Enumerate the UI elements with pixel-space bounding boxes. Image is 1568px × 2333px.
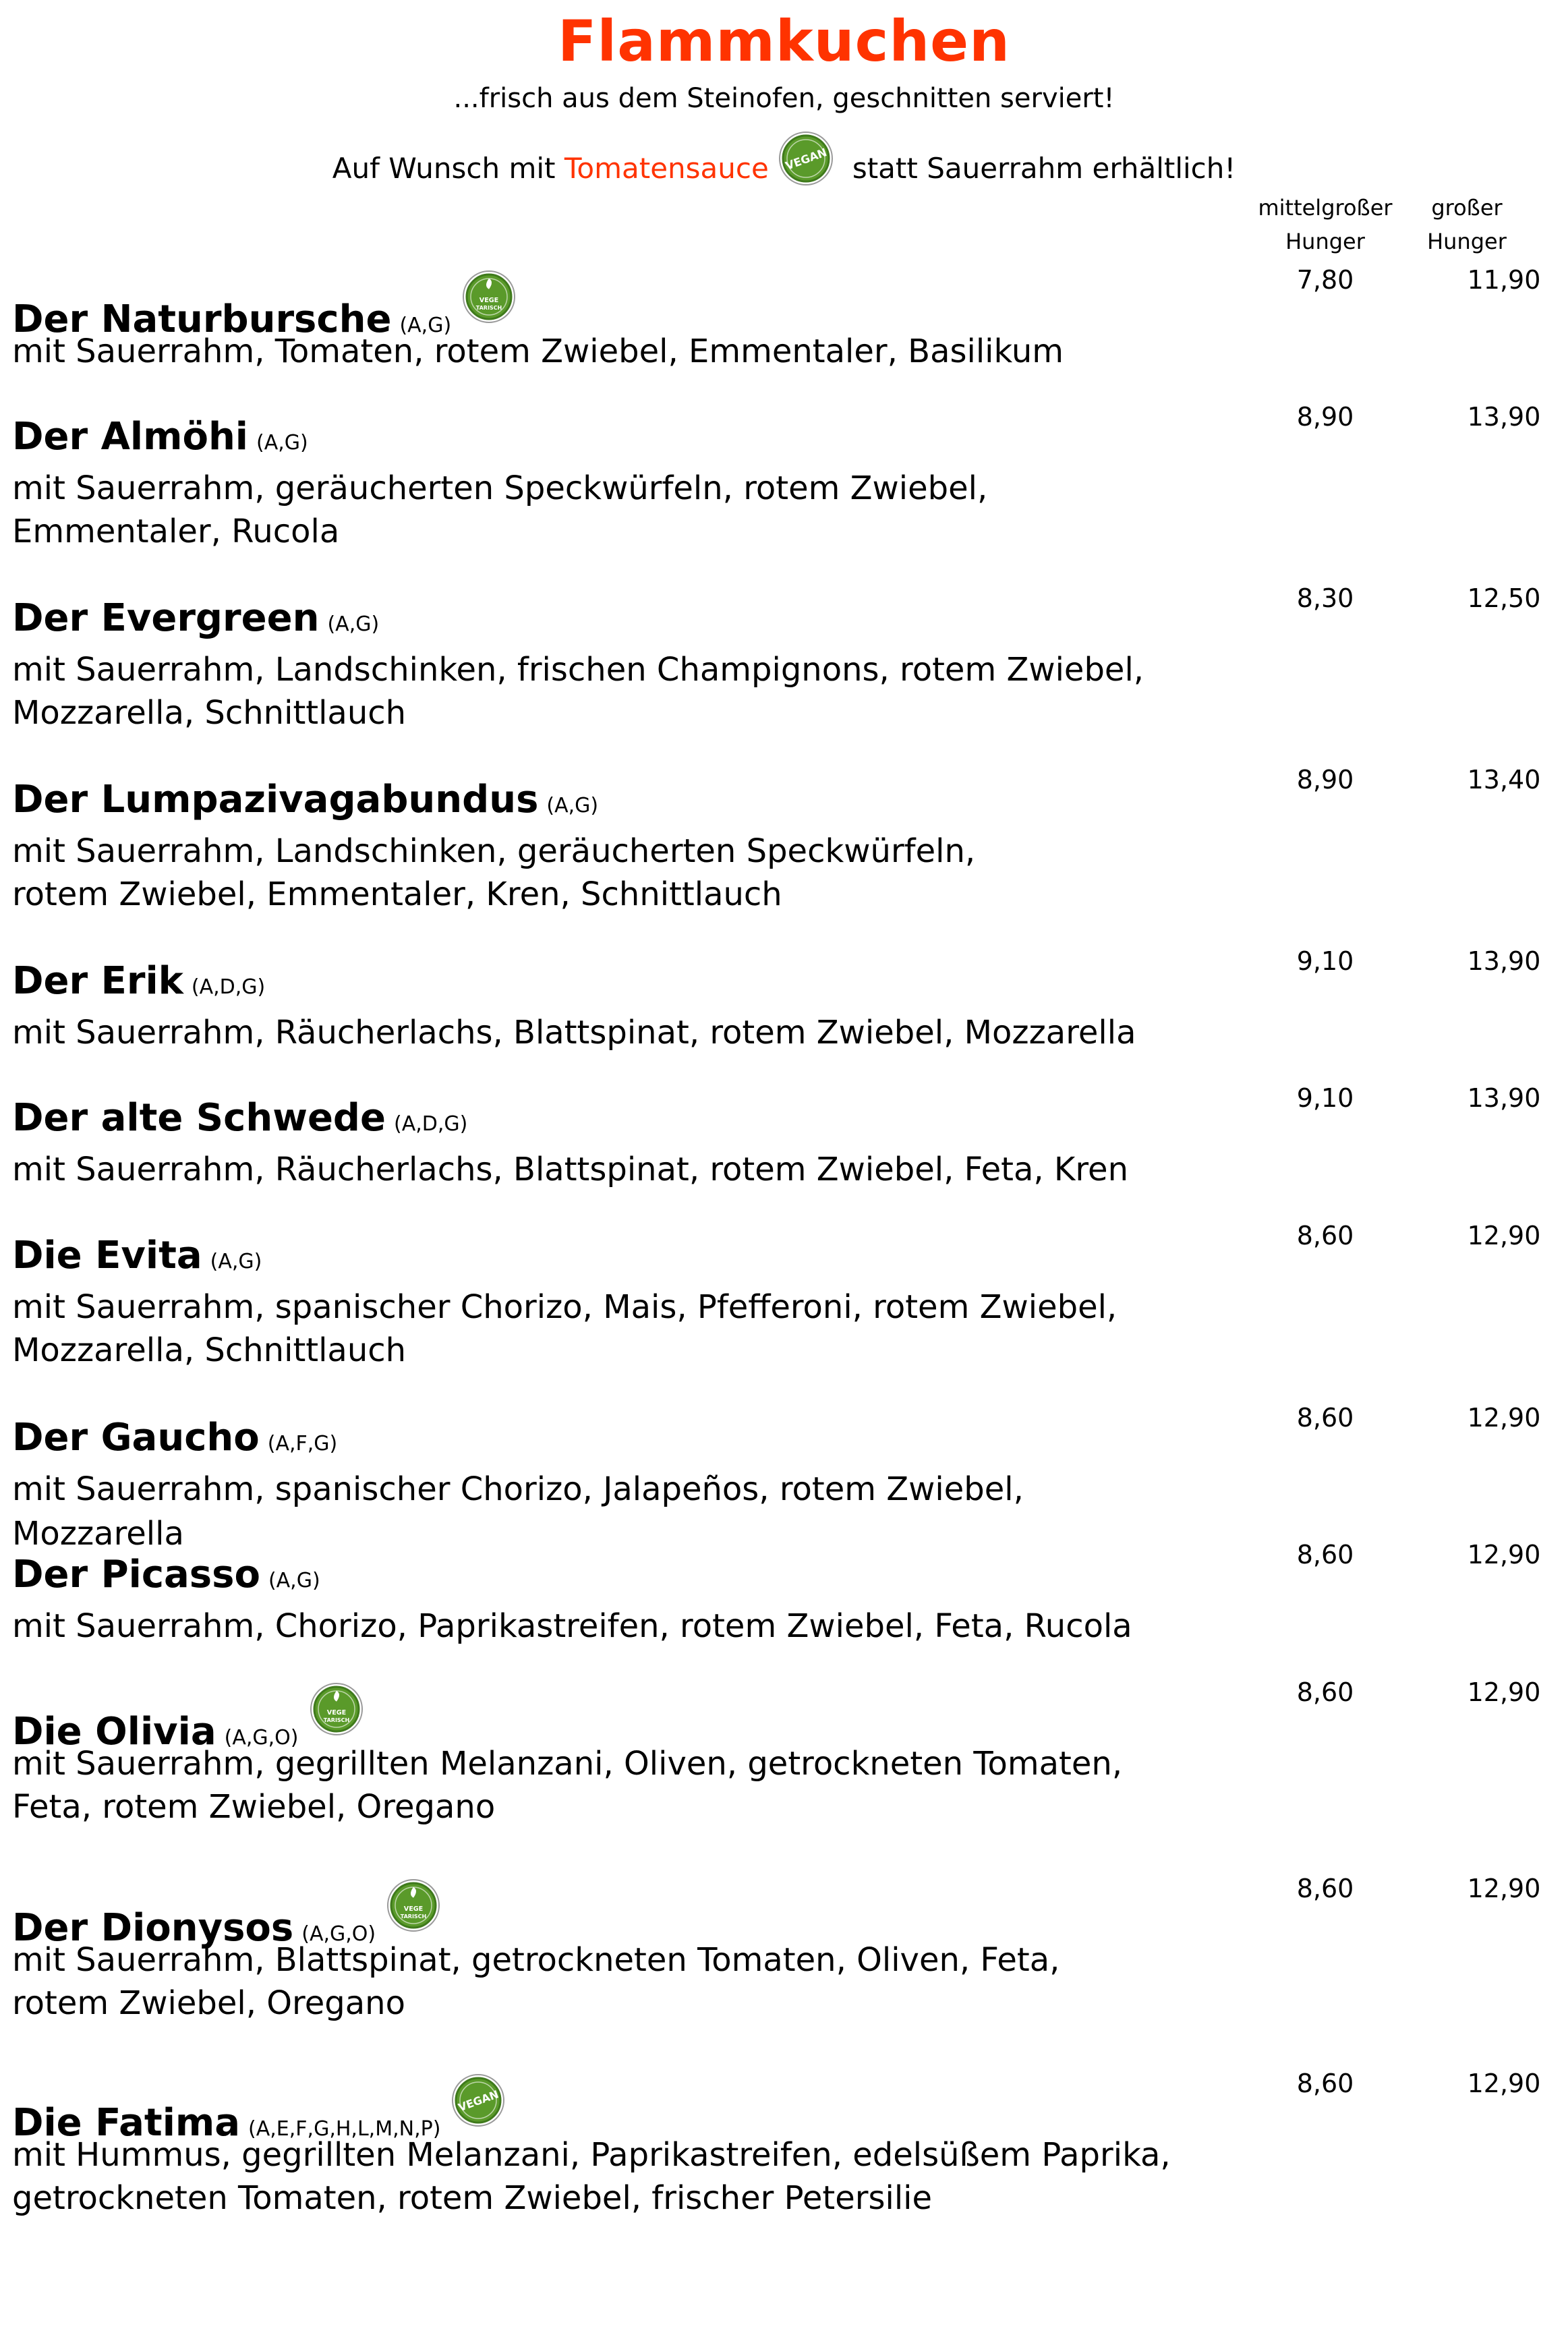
menu-item-allergens: (A,G,O) bbox=[224, 1726, 299, 1750]
column-header-large-line2: Hunger bbox=[1427, 229, 1507, 254]
menu-item-description: Mozzarella, Schnittlauch bbox=[12, 1331, 407, 1369]
vegan-badge-icon bbox=[451, 2073, 505, 2127]
menu-item-allergens: (A,D,G) bbox=[191, 975, 266, 999]
menu-item-title-line bbox=[12, 407, 1199, 467]
svg-text:TARISCH: TARISCH bbox=[475, 305, 502, 312]
menu-item-description: mit Sauerrahm, Räucherlachs, Blattspinat, rotem Zwiebel, Mozzarella bbox=[12, 1014, 1136, 1052]
menu-item-description: mit Sauerrahm, gegrillten Melanzani, Oliven, getrockneten Tomaten, bbox=[12, 1745, 1123, 1783]
menu-item-allergens: (A,G) bbox=[210, 1250, 262, 1273]
page-title: Flammkuchen bbox=[558, 8, 1010, 74]
sauce-note bbox=[0, 131, 1568, 199]
menu-item-name: Der Naturbursche bbox=[12, 297, 392, 341]
menu-item-name: Der alte Schwede bbox=[12, 1096, 386, 1140]
menu-item bbox=[12, 407, 1199, 554]
menu-item bbox=[12, 1088, 1199, 1192]
menu-item-description: rotem Zwiebel, Oregano bbox=[12, 1984, 405, 2022]
menu-item-price-large: 13,90 bbox=[1467, 1083, 1541, 1113]
menu-item-price-medium: 8,60 bbox=[1296, 1540, 1354, 1569]
menu-item-description: Mozzarella, Schnittlauch bbox=[12, 694, 407, 732]
menu-item-title-line bbox=[12, 1226, 1199, 1286]
svg-text:VEGE: VEGE bbox=[403, 1905, 424, 1913]
menu-item-allergens: (A,G) bbox=[256, 431, 308, 455]
column-header-large bbox=[1366, 191, 1568, 258]
menu-item-title-line bbox=[12, 770, 1199, 830]
menu-item-allergens: (A,F,G) bbox=[267, 1432, 338, 1456]
svg-text:VEGAN: VEGAN bbox=[783, 146, 829, 173]
menu-item-description: getrockneten Tomaten, rotem Zwiebel, frischer Petersilie bbox=[12, 2179, 933, 2217]
menu-item-description: mit Sauerrahm, Blattspinat, getrockneten Tomaten, Oliven, Feta, bbox=[12, 1941, 1060, 1979]
menu-item-price-large: 12,90 bbox=[1467, 1677, 1541, 1707]
menu-item-title-line bbox=[12, 1545, 1199, 1605]
vegetarian-badge-icon bbox=[462, 270, 516, 324]
menu-item-allergens: (A,D,G) bbox=[393, 1112, 468, 1136]
menu-item bbox=[12, 1226, 1199, 1373]
menu-item-name: Die Evita bbox=[12, 1234, 202, 1277]
menu-item-name: Der Evergreen bbox=[12, 596, 320, 640]
menu-item bbox=[12, 270, 1199, 374]
svg-text:VEGE: VEGE bbox=[326, 1709, 346, 1717]
menu-item-title-line bbox=[12, 1682, 1199, 1754]
menu-item-name: Die Olivia bbox=[12, 1710, 216, 1754]
menu-item-title-line bbox=[12, 1408, 1199, 1468]
menu-item-price-medium: 8,60 bbox=[1296, 2069, 1354, 2098]
menu-item-price-medium: 8,30 bbox=[1296, 583, 1354, 613]
menu-item-price-large: 12,90 bbox=[1467, 1874, 1541, 1903]
svg-text:TARISCH: TARISCH bbox=[323, 1717, 349, 1724]
menu-item-name: Die Fatima bbox=[12, 2101, 241, 2145]
menu-item-price-medium: 8,60 bbox=[1296, 1874, 1354, 1903]
vegetarian-badge-icon bbox=[310, 1682, 364, 1736]
menu-item-allergens: (A,G) bbox=[327, 612, 380, 636]
menu-item-price-medium: 7,80 bbox=[1296, 265, 1354, 295]
menu-item-price-large: 12,90 bbox=[1467, 1540, 1541, 1569]
menu-item-price-medium: 8,60 bbox=[1296, 1221, 1354, 1250]
menu-item-title-line bbox=[12, 270, 1199, 341]
menu-item-allergens: (A,G) bbox=[546, 794, 599, 817]
menu-item bbox=[12, 2073, 1199, 2220]
menu-item-price-medium: 8,60 bbox=[1296, 1403, 1354, 1433]
menu-item-name: Der Gaucho bbox=[12, 1416, 260, 1460]
menu-item-name: Der Picasso bbox=[12, 1553, 260, 1596]
menu-item-description: Emmentaler, Rucola bbox=[12, 513, 340, 550]
menu-item-price-large: 12,50 bbox=[1467, 583, 1541, 613]
menu-item-price-medium: 8,90 bbox=[1296, 402, 1354, 432]
page-subtitle: ...frisch aus dem Steinofen, geschnitten serviert! bbox=[453, 83, 1115, 114]
menu-item-description: mit Sauerrahm, Chorizo, Paprikastreifen, rotem Zwiebel, Feta, Rucola bbox=[12, 1607, 1132, 1645]
menu-item-price-large: 13,90 bbox=[1467, 946, 1541, 976]
vegetarian-badge-icon bbox=[386, 1878, 440, 1932]
menu-item-description: mit Sauerrahm, spanischer Chorizo, Mais, Pfefferoni, rotem Zwiebel, bbox=[12, 1288, 1117, 1326]
menu-item bbox=[12, 588, 1199, 735]
menu-item bbox=[12, 1545, 1199, 1648]
menu-item-description: mit Sauerrahm, Landschinken, frischen Champignons, rotem Zwiebel, bbox=[12, 651, 1144, 689]
menu-item bbox=[12, 1682, 1199, 1829]
menu-item-price-large: 12,90 bbox=[1467, 1403, 1541, 1433]
note-accent-text: Tomatensauce bbox=[564, 152, 769, 185]
menu-item-description: rotem Zwiebel, Emmentaler, Kren, Schnittlauch bbox=[12, 875, 782, 913]
menu-item bbox=[12, 951, 1199, 1055]
menu-item-title-line bbox=[12, 588, 1199, 649]
menu-item-name: Der Lumpazivagabundus bbox=[12, 778, 539, 822]
menu-item-price-medium: 8,60 bbox=[1296, 1677, 1354, 1707]
note-text-after: statt Sauerrahm erhältlich! bbox=[852, 152, 1236, 185]
column-header-large-line1: großer bbox=[1431, 195, 1503, 221]
menu-item-description: mit Sauerrahm, Landschinken, geräucherten Speckwürfeln, bbox=[12, 832, 976, 870]
menu-item-allergens: (A,G) bbox=[399, 314, 452, 337]
note-text-before: Auf Wunsch mit bbox=[332, 152, 564, 185]
menu-item-price-medium: 9,10 bbox=[1296, 946, 1354, 976]
menu-item-allergens: (A,G,O) bbox=[301, 1922, 376, 1946]
menu-item-title-line bbox=[12, 2073, 1199, 2145]
menu-item-description: mit Sauerrahm, Räucherlachs, Blattspinat, rotem Zwiebel, Feta, Kren bbox=[12, 1151, 1128, 1188]
menu-item-price-large: 12,90 bbox=[1467, 2069, 1541, 2098]
vegan-badge-icon bbox=[778, 131, 834, 186]
menu-item-description: Feta, rotem Zwiebel, Oregano bbox=[12, 1788, 496, 1826]
menu-item-price-medium: 8,90 bbox=[1296, 765, 1354, 795]
menu-item-title-line bbox=[12, 1878, 1199, 1950]
menu-item-price-large: 12,90 bbox=[1467, 1221, 1541, 1250]
menu-item bbox=[12, 1878, 1199, 2025]
menu-item-title-line bbox=[12, 951, 1199, 1012]
svg-text:VEGAN: VEGAN bbox=[457, 2087, 501, 2114]
svg-text:VEGE: VEGE bbox=[479, 297, 499, 304]
menu-item bbox=[12, 770, 1199, 917]
menu-item-name: Der Dionysos bbox=[12, 1906, 294, 1950]
menu-item-description: mit Hummus, gegrillten Melanzani, Paprikastreifen, edelsüßem Paprika, bbox=[12, 2136, 1171, 2174]
menu-item-price-large: 11,90 bbox=[1467, 265, 1541, 295]
menu-item-price-large: 13,40 bbox=[1467, 765, 1541, 795]
menu-item-description: mit Sauerrahm, spanischer Chorizo, Jalapeños, rotem Zwiebel, Mozzarella bbox=[12, 1470, 1024, 1553]
menu-item-price-large: 13,90 bbox=[1467, 402, 1541, 432]
menu-item bbox=[12, 1408, 1199, 1556]
svg-text:TARISCH: TARISCH bbox=[400, 1913, 427, 1920]
menu-item-title-line bbox=[12, 1088, 1199, 1149]
menu-item-name: Der Almöhi bbox=[12, 415, 248, 459]
menu-item-price-medium: 9,10 bbox=[1296, 1083, 1354, 1113]
menu-item-name: Der Erik bbox=[12, 959, 183, 1003]
menu-item-description: mit Sauerrahm, geräucherten Speckwürfeln, rotem Zwiebel, bbox=[12, 469, 988, 507]
column-header-medium-line1: mittelgroßer bbox=[1258, 195, 1393, 221]
menu-item-allergens: (A,G) bbox=[268, 1569, 320, 1592]
menu-item-allergens: (A,E,F,G,H,L,M,N,P) bbox=[248, 2117, 441, 2141]
menu-item-description: mit Sauerrahm, Tomaten, rotem Zwiebel, Emmentaler, Basilikum bbox=[12, 333, 1064, 370]
column-header-medium-line2: Hunger bbox=[1285, 229, 1365, 254]
